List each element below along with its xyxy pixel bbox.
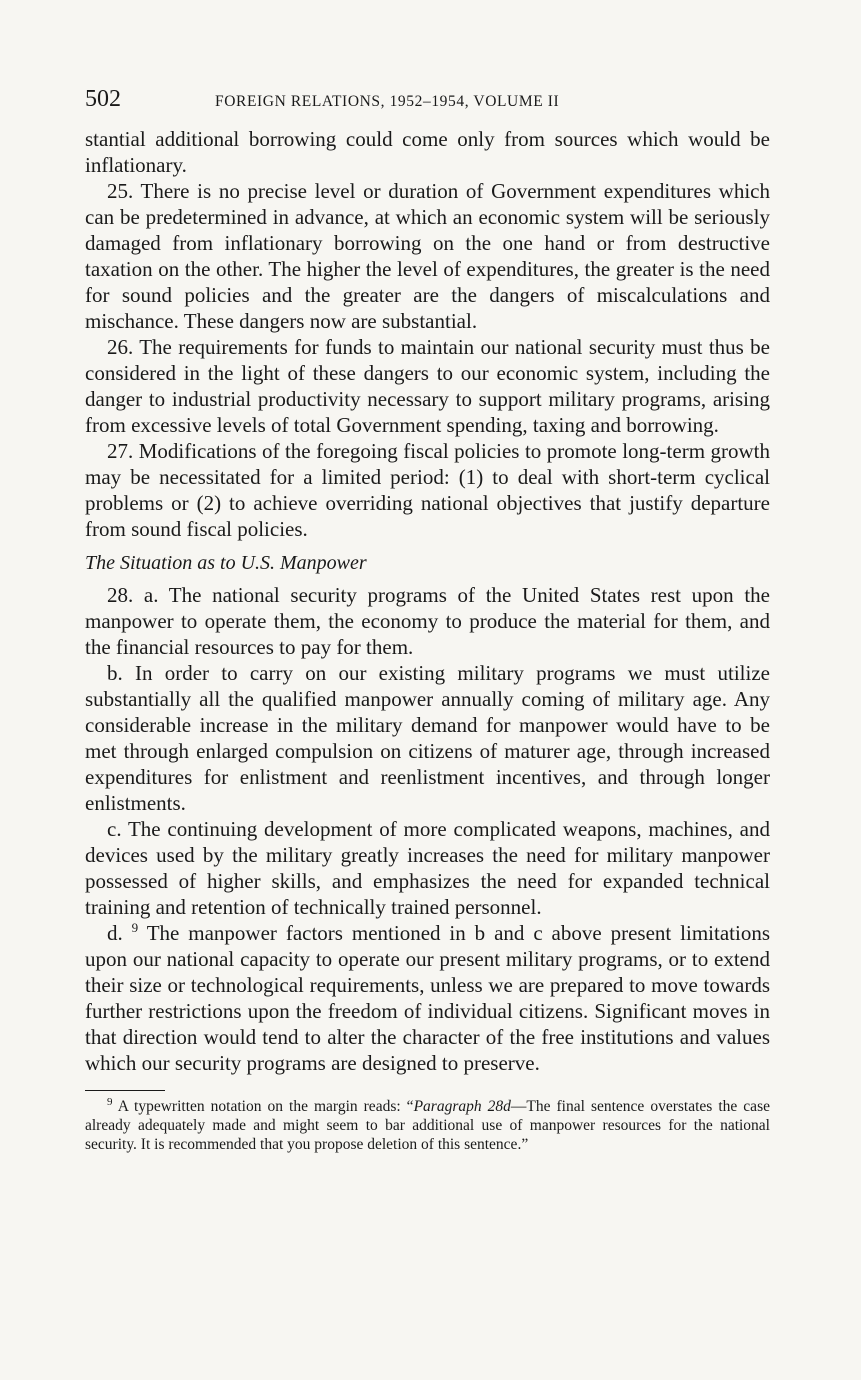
footnote-text-italic: Paragraph 28d — [413, 1098, 511, 1115]
paragraph-28d-label: d. — [107, 921, 123, 945]
footnote-divider — [85, 1090, 165, 1091]
footnote-reference[interactable]: 9 — [131, 920, 139, 935]
paragraph-28d-text: The manpower factors mentioned in b and c above present limitations upon our national capacity to operate our present military programs, or to extend their size or technological requirements, unless we are prepared to move towards further restrictions upon the freedom of individual citizens. Significant moves in that direction would tend to alter the character of the free institutions and values which our security programs are designed to preserve. — [85, 921, 771, 1075]
page-number: 502 — [85, 86, 121, 112]
footnote-text-intro: A typewritten notation on the margin reads: “ — [117, 1098, 414, 1115]
footnote-text-rest: —The final sentence overstates the case already adequately made and might seem to bar additional use of manpower resources for the national security. It is recommended that you propose deletion of this sentence.” — [85, 1098, 770, 1153]
paragraph-25: 25. There is no precise level or duration of Government expenditures which can be predetermined in advance, at which an economic system will be seriously damaged from inflationary borrowing on the one hand or from destructive taxation on the other. The higher the level of expenditures, the greater is the need for sound policies and the greater are the dangers of miscalculations and mischance. These dangers now are substantial. — [85, 179, 770, 333]
paragraph-28b: b. In order to carry on our existing military programs we must utilize substantially all the qualified manpower annually coming of military age. Any considerable increase in the military demand for manpower would have to be met through enlarged compulsion on citizens of maturer age, through increased expenditures for enlistment and reenlistment incentives, and through longer enlistments. — [85, 661, 770, 815]
section-heading: The Situation as to U.S. Manpower — [85, 552, 367, 574]
paragraph-26: 26. The requirements for funds to maintain our national security must thus be considered in the light of these dangers to our economic system, including the danger to industrial productivity necessary to support military programs, arising from excessive levels of total Government spending, taxing and borrowing. — [85, 335, 770, 437]
footnote-9 — [85, 1097, 770, 1154]
paragraph-28a: 28. a. The national security programs of the United States rest upon the manpower to operate them, the economy to produce the material for them, and the financial resources to pay for them. — [85, 583, 770, 659]
paragraph-28c: c. The continuing development of more complicated weapons, machines, and devices used by the military greatly increases the need for military manpower possessed of higher skills, and emphasizes the need for expanded technical training and retention of technically trained personnel. — [85, 817, 770, 919]
body-text — [85, 126, 770, 1076]
document-page — [85, 86, 770, 1154]
running-header — [85, 86, 770, 126]
footnote-mark: 9 — [107, 1095, 113, 1108]
paragraph-27: 27. Modifications of the foregoing fiscal policies to promote long-term growth may be necessitated for a limited period: (1) to deal with short-term cyclical problems or (2) to achieve overriding national objectives that justify departure from sound fiscal policies. — [85, 439, 770, 541]
running-title: FOREIGN RELATIONS, 1952–1954, VOLUME II — [215, 93, 560, 110]
paragraph-28d — [85, 920, 770, 1076]
paragraph-continued: stantial additional borrowing could come only from sources which would be inflationary. — [85, 127, 770, 177]
